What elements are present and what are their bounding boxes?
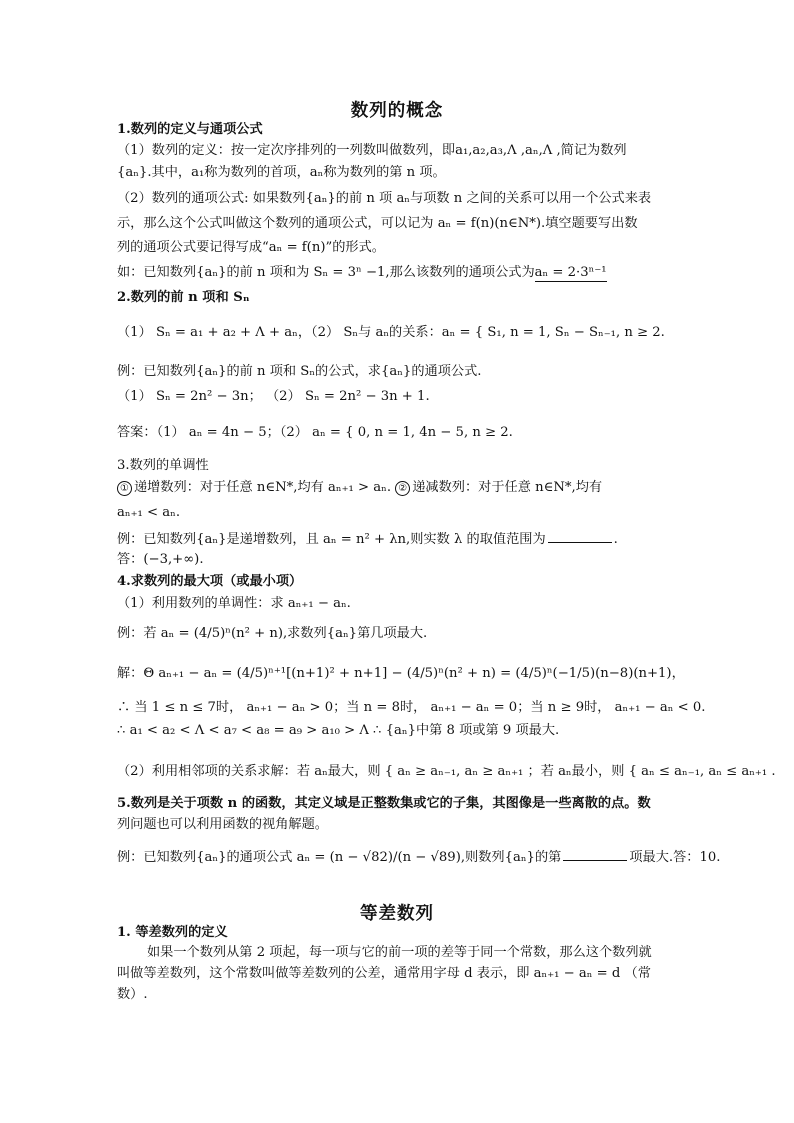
answer-line: 答案：（1） aₙ = 4n − 5；（2） aₙ = { 0, n = 1, 4n − 5, n ≥ 2.: [117, 425, 513, 440]
paragraph: 例：已知数列{aₙ}的前 n 项和 Sₙ的公式，求{aₙ}的通项公式.: [117, 364, 482, 379]
example-line: [117, 264, 607, 282]
solution-line: ∴ a₁ < a₂ < Λ < a₇ < a₈ = a₉ > a₁₀ > Λ ∴ {aₙ}中第 8 项或第 9 项最大.: [117, 723, 560, 738]
answer-blank: [548, 528, 612, 543]
paragraph: （1） Sₙ = 2n² − 3n； （2） Sₙ = 2n² − 3n + 1.: [117, 389, 430, 404]
heading-max-term: 4.求数列的最大项（或最小项）: [117, 574, 303, 589]
answer-line: 答：(−3,+∞).: [117, 552, 204, 567]
heading-partial-sum: 2.数列的前 n 项和 Sₙ: [117, 290, 250, 305]
answer-text: 项最大.答：10.: [629, 850, 721, 865]
paragraph: 如果一个数列从第 2 项起，每一项与它的前一项的差等于同一个常数，那么这个数列就: [147, 945, 652, 960]
increasing-text: 递增数列：对于任意 n∈N*,均有 aₙ₊₁ > aₙ.: [134, 480, 392, 495]
paragraph: 数）.: [117, 987, 148, 1002]
paragraph: （2）利用相邻项的关系求解：若 aₙ最大，则 { aₙ ≥ aₙ₋₁, aₙ ≥ aₙ₊₁ ；若 aₙ最小，则 { aₙ ≤ aₙ₋₁, aₙ ≤ aₙ₊₁ .: [117, 764, 776, 779]
circled-number-1: ①: [117, 481, 132, 496]
section-title-concept: 数列的概念: [350, 101, 444, 121]
period: .: [613, 532, 618, 547]
example-text: 如：已知数列{aₙ}的前 n 项和为 Sₙ = 3ⁿ −1,那么该数列的通项公式为: [117, 265, 535, 280]
example-line: [117, 528, 618, 549]
paragraph: {aₙ}.其中，a₁称为数列的首项，aₙ称为数列的第 n 项。: [117, 165, 446, 180]
paragraph: （1）数列的定义：按一定次序排列的一列数叫做数列，即a₁,a₂,a₃,Λ ,aₙ,Λ ,简记为数列: [117, 143, 627, 158]
paragraph: 列问题也可以利用函数的视角解题。: [117, 817, 328, 832]
answer-blank: [563, 846, 627, 861]
heading-function: 5.数列是关于项数 n 的函数，其定义域是正整数集或它的子集，其图像是一些离散的点。数: [117, 796, 651, 811]
heading-ap-definition: 1. 等差数列的定义: [117, 925, 228, 940]
paragraph: （2）数列的通项公式: 如果数列{aₙ}的前 n 项 aₙ与项数 n 之间的关系可以用一个公式来表: [117, 191, 652, 206]
example-line: [117, 846, 720, 867]
heading-definition: 1.数列的定义与通项公式: [117, 122, 263, 137]
example-text: 例：已知数列{aₙ}的通项公式 aₙ = (n − √82)/(n − √89),则数列{aₙ}的第: [117, 850, 562, 865]
heading-monotonic: 3.数列的单调性: [117, 458, 209, 473]
paragraph: 列的通项公式要记得写成“aₙ = f(n)”的形式。: [117, 240, 385, 255]
paragraph: aₙ₊₁ < aₙ.: [117, 505, 181, 520]
example-line: 例：若 aₙ = (4/5)ⁿ(n² + n),求数列{aₙ}第几项最大.: [117, 626, 428, 641]
circled-number-2: ②: [395, 481, 410, 496]
monotonic-line: [117, 479, 602, 497]
paragraph: 示，那么这个公式叫做这个数列的通项公式，可以记为 aₙ = f(n)(n∈N*).填空题要写出数: [117, 216, 638, 231]
section-title-arithmetic: 等差数列: [360, 904, 434, 924]
example-text: 例：已知数列{aₙ}是递增数列，且 aₙ = n² + λn,则实数 λ 的取值范围为: [117, 532, 546, 547]
solution-line: ∴ 当 1 ≤ n ≤ 7时， aₙ₊₁ − aₙ > 0；当 n = 8时， aₙ₊₁ − aₙ = 0；当 n ≥ 9时， aₙ₊₁ − aₙ < 0.: [117, 700, 706, 715]
answer-underlined: aₙ = 2·3ⁿ⁻¹: [534, 265, 607, 280]
paragraph: 叫做等差数列，这个常数叫做等差数列的公差，通常用字母 d 表示，即 aₙ₊₁ − aₙ = d （常: [117, 966, 651, 981]
decreasing-text: 递减数列：对于任意 n∈N*,均有: [412, 480, 603, 495]
formula-line: （1） Sₙ = a₁ + a₂ + Λ + aₙ，（2） Sₙ与 aₙ的关系：aₙ = { S₁, n = 1, Sₙ − Sₙ₋₁, n ≥ 2.: [117, 325, 665, 340]
paragraph: （1）利用数列的单调性：求 aₙ₊₁ − aₙ.: [117, 596, 351, 611]
solution-line: 解：Θ aₙ₊₁ − aₙ = (4/5)ⁿ⁺¹[(n+1)² + n+1] − (4/5)ⁿ(n² + n) = (4/5)ⁿ(−1/5)(n−8)(n+1)，: [117, 666, 685, 681]
